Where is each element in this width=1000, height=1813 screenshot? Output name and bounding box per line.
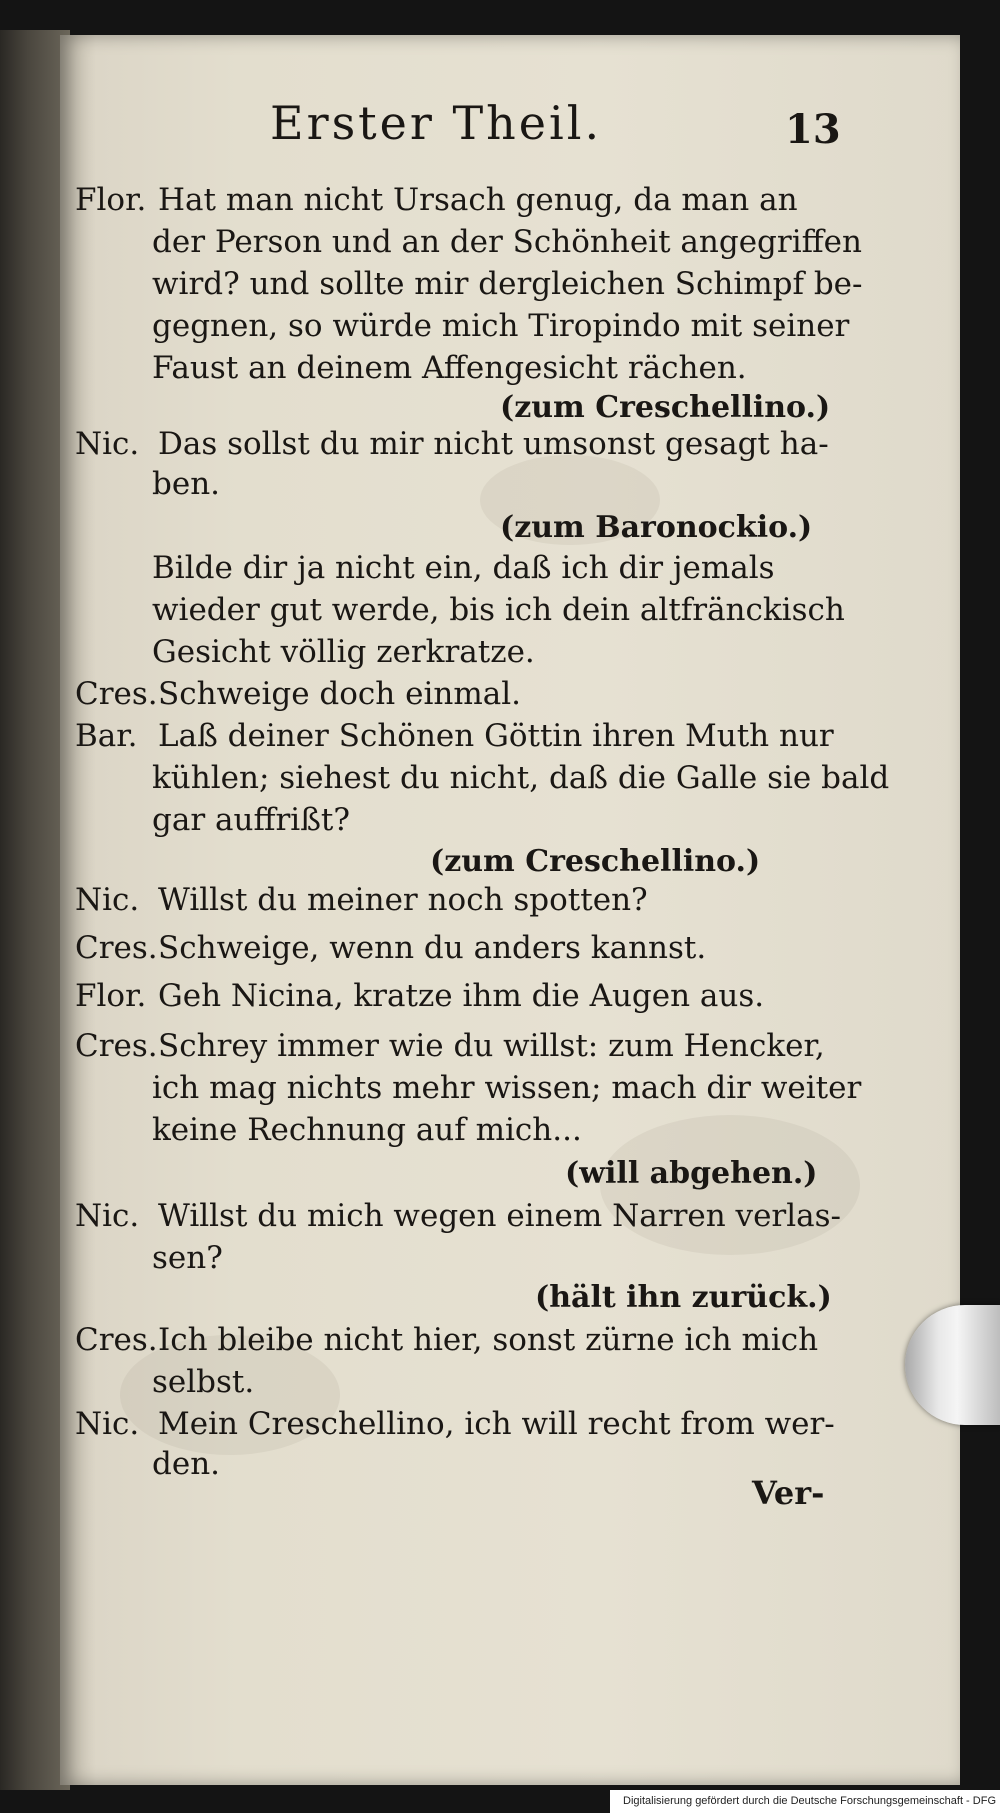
text-line: keine Rechnung auf mich... [152, 1112, 582, 1148]
stage-direction: (zum Creschellino.) [500, 390, 831, 425]
text-line: Willst du meiner noch spotten? [158, 882, 648, 918]
speaker-label: Nic. [75, 1198, 140, 1234]
text-line: wird? und sollte mir dergleichen Schimpf be- [152, 266, 863, 302]
text-line: Schrey immer wie du willst: zum Hencker, [158, 1028, 825, 1064]
text-line: ben. [152, 466, 221, 502]
text-line: Mein Creschellino, ich will recht from wer- [158, 1406, 835, 1442]
speaker-label: Nic. [75, 426, 140, 462]
text-line: gar auffrißt? [152, 802, 350, 838]
text-line: Laß deiner Schönen Göttin ihren Muth nur [158, 718, 834, 754]
text-line: Bilde dir ja nicht ein, daß ich dir jemals [152, 550, 775, 586]
text-line: Schweige, wenn du anders kannst. [158, 930, 707, 966]
speaker-label: Flor. [75, 182, 147, 218]
text-line: sen? [152, 1240, 223, 1276]
text-line: der Person und an der Schönheit angegriffen [152, 224, 862, 260]
stage-direction: (hält ihn zurück.) [535, 1280, 832, 1315]
text-line: Ich bleibe nicht hier, sonst zürne ich mich [158, 1322, 819, 1358]
speaker-label: Cres. [75, 1322, 158, 1358]
text-line: ich mag nichts mehr wissen; mach dir weiter [152, 1070, 862, 1106]
text-line: wieder gut werde, bis ich dein altfränckisch [152, 592, 845, 628]
speaker-label: Nic. [75, 1406, 140, 1442]
page-number: 13 [785, 106, 841, 153]
text-line: Schweige doch einmal. [158, 676, 521, 712]
catchword: Ver- [752, 1474, 825, 1512]
speaker-label: Cres. [75, 1028, 158, 1064]
text-line: kühlen; siehest du nicht, daß die Galle sie bald [152, 760, 890, 796]
stage-direction: (zum Baronockio.) [500, 510, 813, 545]
speaker-label: Cres. [75, 930, 158, 966]
stage-direction: (zum Creschellino.) [430, 844, 761, 879]
speaker-label: Flor. [75, 978, 147, 1014]
text-line: den. [152, 1446, 221, 1482]
text-line: Faust an deinem Affengesicht rächen. [152, 350, 747, 386]
text-line: selbst. [152, 1364, 255, 1400]
speaker-label: Bar. [75, 718, 138, 754]
speaker-label: Cres. [75, 676, 158, 712]
stage-direction: (will abgehen.) [565, 1156, 818, 1191]
speaker-label: Nic. [75, 882, 140, 918]
text-line: Hat man nicht Ursach genug, da man an [158, 182, 798, 218]
text-line: Das sollst du mir nicht umsonst gesagt ha- [158, 426, 829, 462]
text-line: Gesicht völlig zerkratze. [152, 634, 535, 670]
text-line: gegnen, so würde mich Tiropindo mit seiner [152, 308, 850, 344]
text-line: Willst du mich wegen einem Narren verlas- [158, 1198, 842, 1234]
text-line: Geh Nicina, kratze ihm die Augen aus. [158, 978, 765, 1014]
running-header: Erster Theil. [270, 96, 603, 150]
footer-credit: Digitalisierung gefördert durch die Deutsche Forschungsgemeinschaft - DFG [610, 1790, 1000, 1813]
